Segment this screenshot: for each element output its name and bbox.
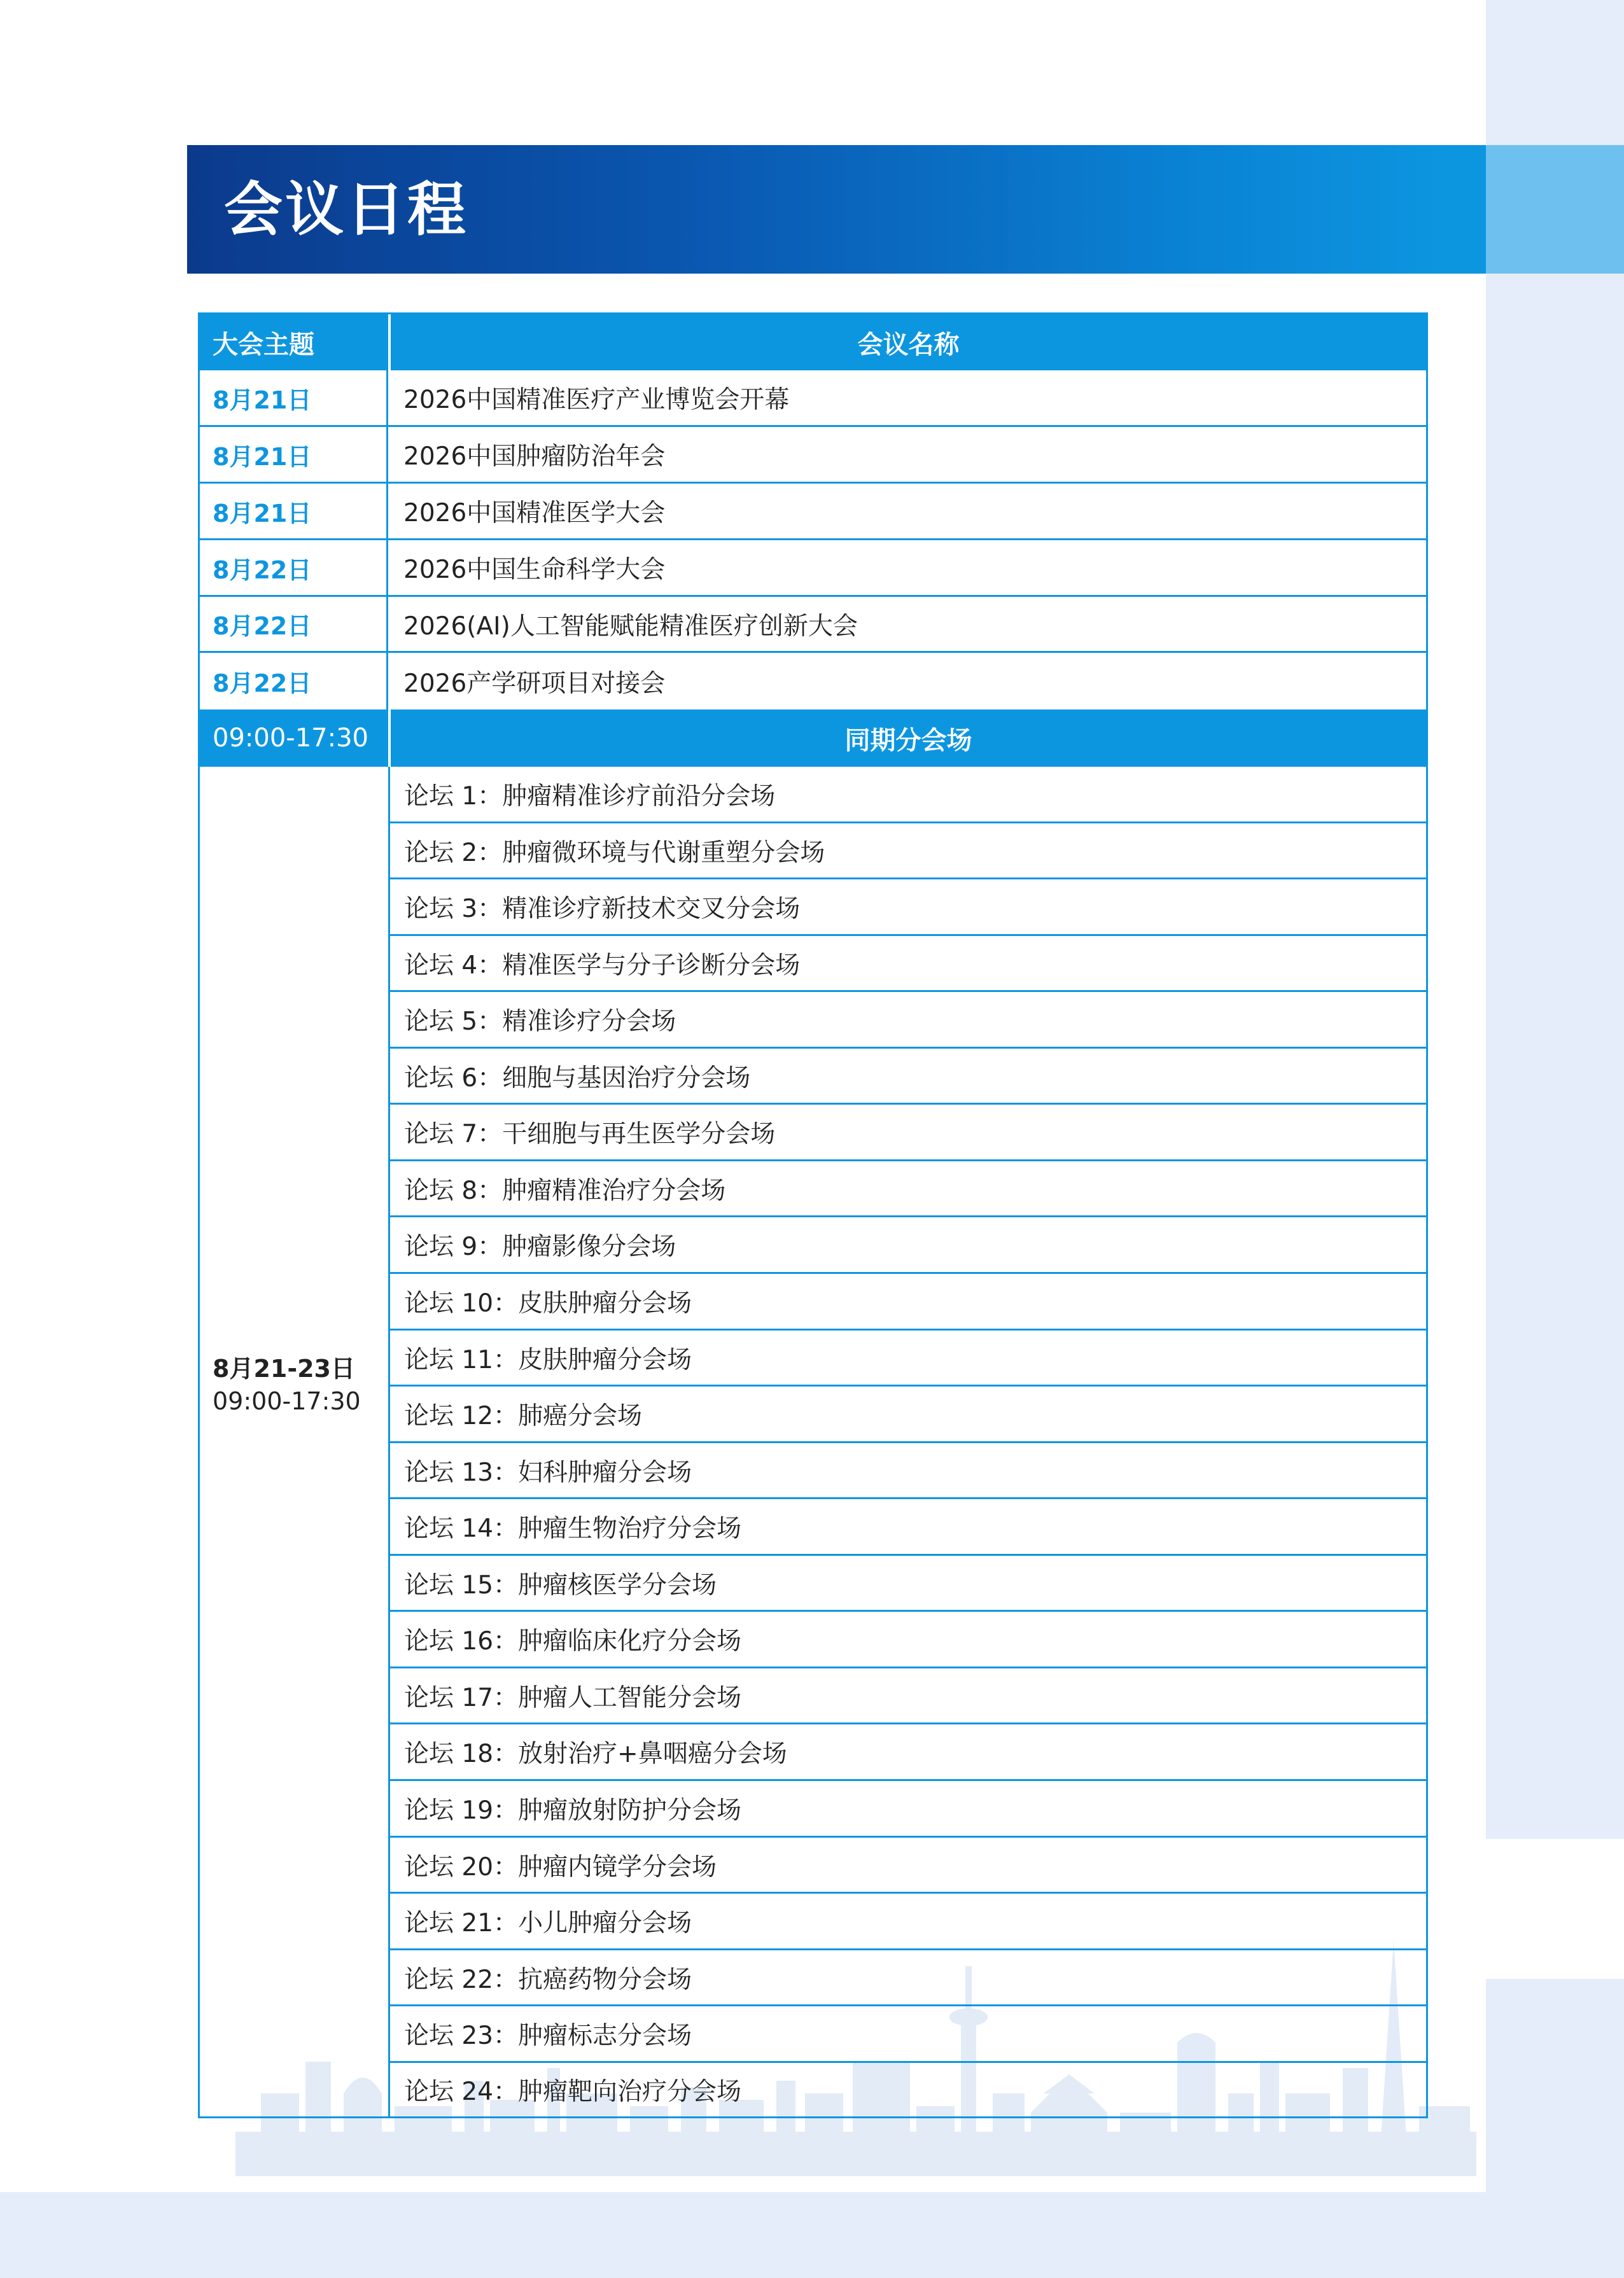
list-item bbox=[390, 1274, 1426, 1331]
forum-period-date: 8月21-23日 bbox=[213, 1355, 355, 1383]
event-name: 2026产学研项目对接会 bbox=[403, 669, 666, 698]
list-item bbox=[390, 1556, 1426, 1612]
list-item bbox=[390, 1105, 1426, 1161]
event-name: 2026中国生命科学大会 bbox=[403, 556, 666, 584]
forum-name: 论坛 3：精准诊疗新技术交叉分会场 bbox=[404, 895, 801, 923]
forum-name: 论坛 6：细胞与基因治疗分会场 bbox=[404, 1063, 751, 1093]
list-item bbox=[390, 1499, 1426, 1556]
forum-name: 论坛 13：妇科肿瘤分会场 bbox=[404, 1458, 692, 1487]
forum-name: 论坛 21：小儿肿瘤分会场 bbox=[404, 1909, 692, 1938]
table-row bbox=[200, 597, 1426, 653]
table-row bbox=[200, 427, 1426, 484]
forum-name: 论坛 10：皮肤肿瘤分会场 bbox=[404, 1289, 692, 1318]
list-item bbox=[390, 1724, 1426, 1781]
section-title: 同期分会场 bbox=[844, 725, 972, 755]
forum-name: 论坛 15：肿瘤核医学分会场 bbox=[404, 1570, 717, 1600]
event-name: 2026中国精准医学大会 bbox=[403, 499, 666, 528]
forum-name: 论坛 9：肿瘤影像分会场 bbox=[404, 1233, 676, 1261]
list-item bbox=[390, 1161, 1426, 1217]
schedule-table bbox=[198, 312, 1428, 2118]
forum-name: 论坛 1：肿瘤精准诊疗前沿分会场 bbox=[404, 782, 776, 811]
list-item bbox=[390, 1331, 1426, 1387]
right-decor-gap bbox=[1486, 1839, 1624, 1979]
forum-name: 论坛 14：肿瘤生物治疗分会场 bbox=[404, 1514, 742, 1543]
list-item bbox=[390, 879, 1426, 936]
forum-name: 论坛 7：干细胞与再生医学分会场 bbox=[404, 1120, 776, 1149]
header-name: 会议名称 bbox=[857, 330, 960, 360]
list-item bbox=[390, 1387, 1426, 1443]
list-item bbox=[390, 767, 1426, 823]
table-row bbox=[200, 653, 1426, 709]
forum-name: 论坛 12：肺癌分会场 bbox=[404, 1402, 643, 1430]
bottom-decor-band bbox=[0, 2192, 1624, 2278]
forum-name: 论坛 8：肿瘤精准治疗分会场 bbox=[404, 1176, 726, 1205]
forum-name: 论坛 17：肿瘤人工智能分会场 bbox=[404, 1683, 742, 1712]
list-item bbox=[390, 2063, 1426, 2116]
event-date: 8月22日 bbox=[200, 540, 388, 595]
forum-name: 论坛 11：皮肤肿瘤分会场 bbox=[404, 1345, 692, 1374]
page-title: 会议日程 bbox=[224, 176, 469, 244]
list-item bbox=[390, 1049, 1426, 1105]
forum-name: 论坛 22：抗癌药物分会场 bbox=[404, 1965, 692, 1994]
event-name: 2026(AI)人工智能赋能精准医疗创新大会 bbox=[403, 611, 858, 641]
forum-name: 论坛 23：肿瘤标志分会场 bbox=[404, 2022, 692, 2050]
event-date: 8月21日 bbox=[200, 427, 388, 482]
table-header-row bbox=[200, 314, 1426, 370]
list-item bbox=[390, 2006, 1426, 2063]
list-item bbox=[390, 1612, 1426, 1668]
forum-period-time: 09:00-17:30 bbox=[213, 1387, 361, 1415]
forum-name: 论坛 16：肿瘤临床化疗分会场 bbox=[404, 1627, 742, 1656]
list-item bbox=[390, 1668, 1426, 1724]
table-row bbox=[200, 540, 1426, 597]
list-item bbox=[390, 992, 1426, 1049]
event-date: 8月22日 bbox=[200, 597, 388, 651]
event-date: 8月21日 bbox=[200, 484, 388, 538]
list-item bbox=[390, 1443, 1426, 1499]
list-item bbox=[390, 1217, 1426, 1274]
list-item bbox=[390, 1838, 1426, 1894]
forum-name: 论坛 24：肿瘤靶向治疗分会场 bbox=[404, 2078, 742, 2106]
event-date: 8月22日 bbox=[200, 653, 388, 709]
event-name: 2026中国精准医疗产业博览会开幕 bbox=[403, 386, 790, 414]
list-item bbox=[390, 1781, 1426, 1838]
forum-name: 论坛 4：精准医学与分子诊断分会场 bbox=[404, 951, 801, 980]
forum-name: 论坛 18：放射治疗+鼻咽癌分会场 bbox=[404, 1740, 787, 1768]
title-banner-accent bbox=[1486, 145, 1624, 274]
event-date: 8月21日 bbox=[200, 370, 388, 425]
event-name: 2026中国肿瘤防治年会 bbox=[403, 442, 666, 471]
forum-section-header bbox=[200, 709, 1426, 767]
table-row bbox=[200, 370, 1426, 427]
list-item bbox=[390, 1950, 1426, 2006]
list-item bbox=[390, 1894, 1426, 1950]
section-time: 09:00-17:30 bbox=[213, 723, 368, 753]
list-item bbox=[390, 823, 1426, 879]
forum-name: 论坛 19：肿瘤放射防护分会场 bbox=[404, 1796, 742, 1825]
forum-name: 论坛 2：肿瘤微环境与代谢重塑分会场 bbox=[404, 838, 825, 867]
forum-name: 论坛 20：肿瘤内镜学分会场 bbox=[404, 1852, 717, 1882]
forum-period-cell bbox=[200, 767, 390, 2116]
table-row bbox=[200, 484, 1426, 540]
forum-name: 论坛 5：精准诊疗分会场 bbox=[404, 1007, 676, 1036]
header-theme: 大会主题 bbox=[213, 330, 314, 360]
list-item bbox=[390, 936, 1426, 992]
